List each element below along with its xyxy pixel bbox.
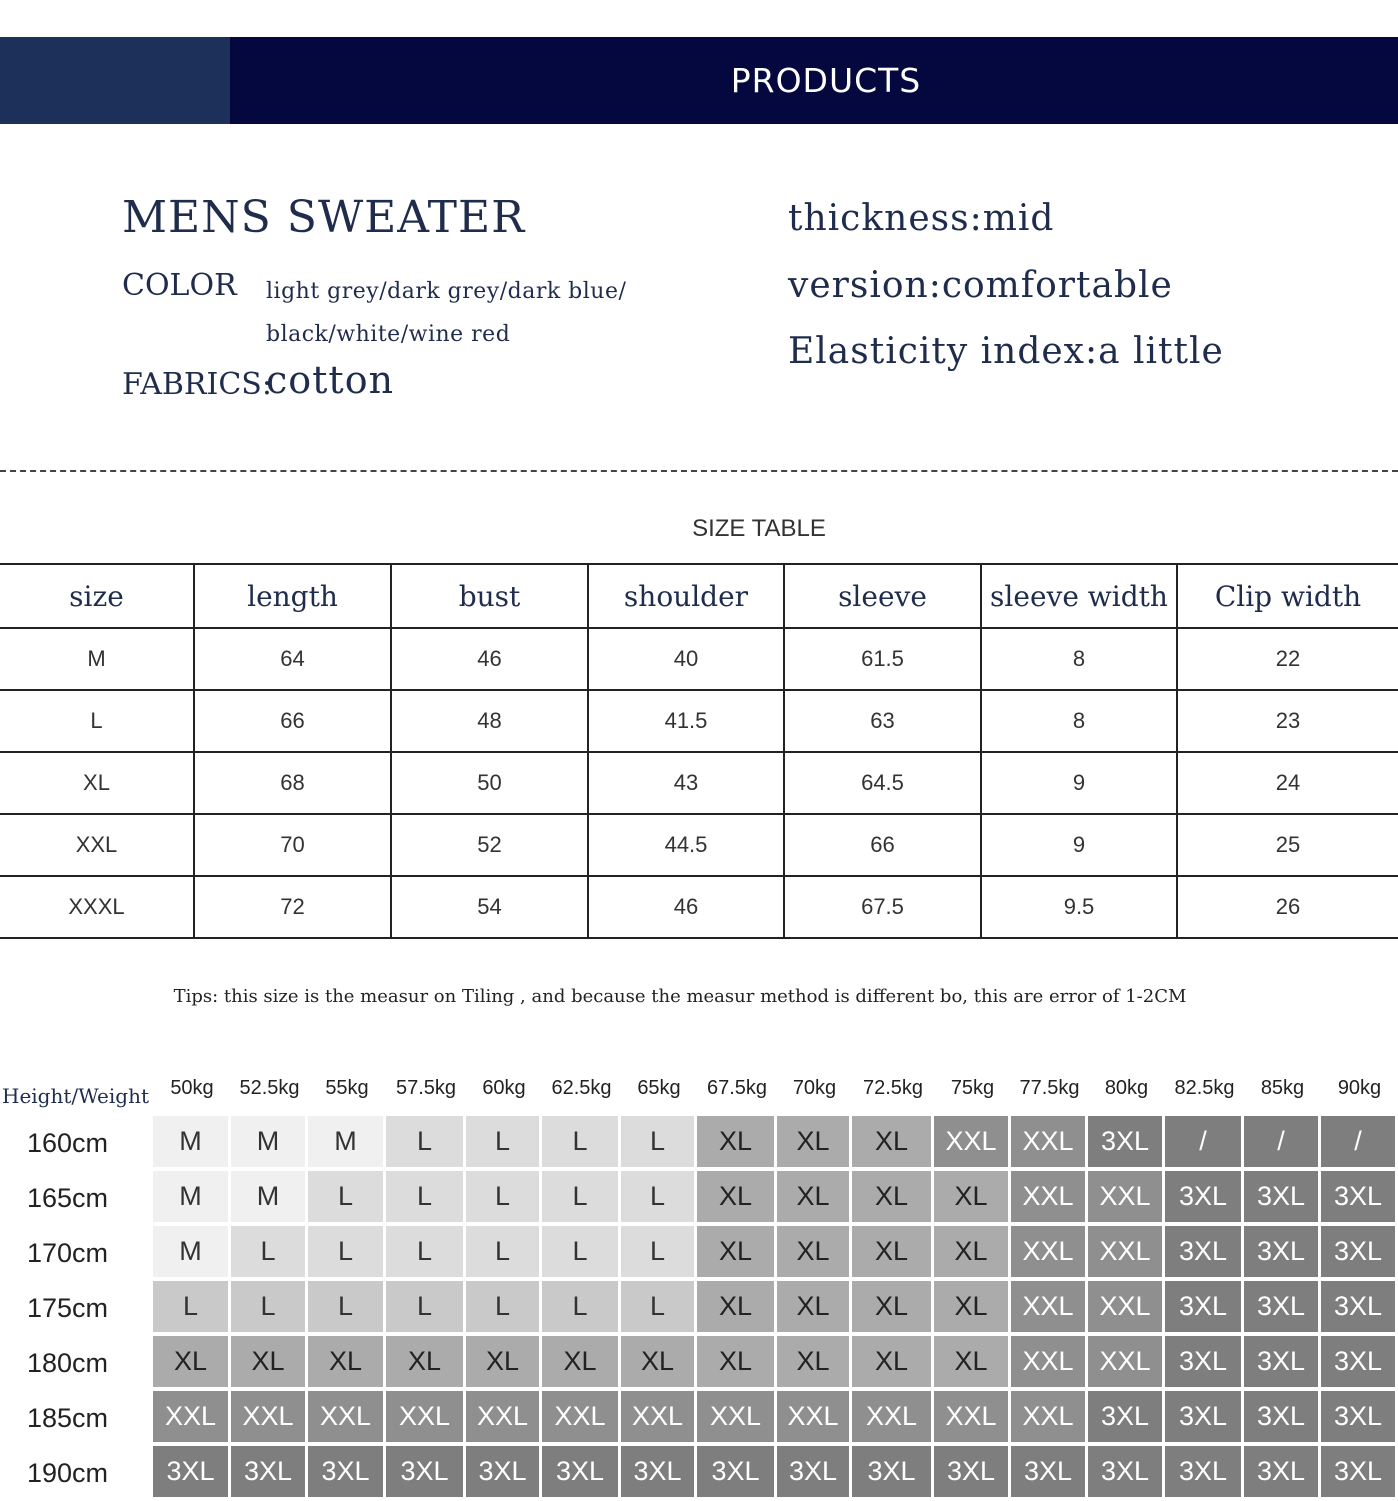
size-cell: 3XL — [1244, 1391, 1321, 1446]
size-cell: XXL — [153, 1391, 231, 1446]
table-cell: 68 — [194, 752, 391, 814]
table-cell: XXXL — [0, 876, 194, 938]
size-cell: 3XL — [621, 1446, 697, 1501]
size-cell: 3XL — [231, 1446, 308, 1501]
size-table-header-cell: shoulder — [588, 564, 784, 628]
size-cell: XL — [697, 1226, 777, 1281]
size-cell: 3XL — [466, 1446, 542, 1501]
color-line-1: light grey/dark grey/dark blue/ — [266, 279, 627, 304]
size-cell: XXL — [466, 1391, 542, 1446]
chart-row — [0, 1116, 1398, 1171]
size-cell: 3XL — [1244, 1226, 1321, 1281]
section-divider — [0, 470, 1398, 472]
size-cell: XXL — [1011, 1171, 1088, 1226]
size-cell: L — [386, 1226, 466, 1281]
color-label: COLOR — [122, 268, 237, 303]
size-cell: / — [1244, 1116, 1321, 1171]
size-cell: XXL — [1011, 1226, 1088, 1281]
thickness-attribute: thickness:mid — [788, 198, 1055, 239]
size-cell: / — [1165, 1116, 1244, 1171]
weight-header-cell: 62.5kg — [551, 1076, 612, 1099]
size-cell: XXL — [1088, 1336, 1165, 1391]
size-cell: L — [386, 1281, 466, 1336]
size-cell: XL — [777, 1226, 852, 1281]
chart-row — [0, 1391, 1398, 1446]
size-cell: XXL — [697, 1391, 777, 1446]
size-cell: XL — [777, 1171, 852, 1226]
size-cell: M — [153, 1171, 231, 1226]
size-cell: L — [231, 1226, 308, 1281]
size-cell: XXL — [1011, 1116, 1088, 1171]
table-row — [0, 752, 1398, 814]
version-attribute: version:comfortable — [788, 265, 1173, 306]
size-cell: 3XL — [1321, 1281, 1398, 1336]
height-label: 180cm — [27, 1348, 109, 1378]
table-cell: 48 — [391, 690, 588, 752]
weight-header-cell: 67.5kg — [706, 1076, 768, 1099]
size-cell: XL — [852, 1226, 934, 1281]
size-cell: XL — [697, 1116, 777, 1171]
size-cell: XL — [934, 1336, 1011, 1391]
weight-header-cell: 57.5kg — [395, 1076, 457, 1099]
banner-title — [230, 37, 1398, 124]
size-cell: XXL — [1088, 1171, 1165, 1226]
height-label: 175cm — [27, 1293, 109, 1323]
size-table-header-cell: Clip width — [1177, 564, 1398, 628]
size-table-title — [0, 515, 1398, 543]
size-cell: 3XL — [777, 1446, 852, 1501]
size-table-header-cell: size — [0, 564, 194, 628]
size-cell: 3XL — [1088, 1446, 1165, 1501]
table-cell: 9.5 — [981, 876, 1177, 938]
table-cell: M — [0, 628, 194, 690]
size-cell: 3XL — [1165, 1446, 1244, 1501]
table-cell: 8 — [981, 628, 1177, 690]
table-cell: 44.5 — [588, 814, 784, 876]
table-cell: 50 — [391, 752, 588, 814]
size-table-header — [0, 564, 1398, 628]
height-label: 170cm — [27, 1238, 109, 1268]
size-cell: 3XL — [1165, 1171, 1244, 1226]
size-cell: XL — [934, 1171, 1011, 1226]
table-cell: 61.5 — [784, 628, 981, 690]
size-cell: XL — [466, 1336, 542, 1391]
size-table-header-cell: sleeve width — [981, 564, 1177, 628]
size-cell: / — [1321, 1116, 1398, 1171]
size-cell: XXL — [231, 1391, 308, 1446]
table-cell: XL — [0, 752, 194, 814]
table-row — [0, 876, 1398, 938]
size-cell: XL — [934, 1226, 1011, 1281]
size-cell: M — [231, 1171, 308, 1226]
color-value — [266, 270, 686, 356]
size-cell: XL — [852, 1116, 934, 1171]
size-cell: 3XL — [1244, 1171, 1321, 1226]
table-cell: 67.5 — [784, 876, 981, 938]
chart-row — [0, 1281, 1398, 1336]
size-cell: 3XL — [1244, 1336, 1321, 1391]
size-cell: 3XL — [1165, 1226, 1244, 1281]
fabrics-value: cotton — [266, 358, 395, 402]
size-cell: L — [308, 1226, 386, 1281]
table-cell: 70 — [194, 814, 391, 876]
table-cell: 46 — [391, 628, 588, 690]
height-label: 160cm — [27, 1128, 109, 1158]
weight-header-cell: 77.5kg — [1019, 1076, 1080, 1099]
table-cell: 26 — [1177, 876, 1398, 938]
size-cell: XXL — [308, 1391, 386, 1446]
table-cell: XXL — [0, 814, 194, 876]
banner-accent — [0, 37, 230, 124]
size-cell: 3XL — [1244, 1446, 1321, 1501]
size-cell: XL — [852, 1336, 934, 1391]
size-cell: 3XL — [1321, 1446, 1398, 1501]
size-table-header-cell: bust — [391, 564, 588, 628]
size-cell: XL — [697, 1171, 777, 1226]
height-label: 165cm — [27, 1183, 109, 1213]
size-cell: 3XL — [1321, 1226, 1398, 1281]
size-cell: L — [386, 1116, 466, 1171]
size-table — [0, 563, 1398, 939]
size-cell: L — [386, 1171, 466, 1226]
table-cell: 52 — [391, 814, 588, 876]
size-cell: 3XL — [542, 1446, 621, 1501]
color-line-2: black/white/wine red — [266, 322, 511, 347]
size-cell: M — [308, 1116, 386, 1171]
size-cell: M — [231, 1116, 308, 1171]
size-cell: L — [621, 1281, 697, 1336]
table-cell: 63 — [784, 690, 981, 752]
height-label: 190cm — [27, 1458, 109, 1488]
table-cell: 23 — [1177, 690, 1398, 752]
size-cell: L — [542, 1116, 621, 1171]
size-cell: L — [621, 1226, 697, 1281]
weight-header-cell: 65kg — [637, 1076, 681, 1099]
size-cell: L — [542, 1281, 621, 1336]
weight-header-cell: 52.5kg — [239, 1076, 300, 1099]
size-cell: M — [153, 1226, 231, 1281]
size-cell: 3XL — [1321, 1391, 1398, 1446]
table-cell: 40 — [588, 628, 784, 690]
size-cell: XXL — [852, 1391, 934, 1446]
table-cell: 8 — [981, 690, 1177, 752]
size-table-header-cell: length — [194, 564, 391, 628]
size-cell: L — [153, 1281, 231, 1336]
size-cell: XL — [934, 1281, 1011, 1336]
size-cell: XXL — [777, 1391, 852, 1446]
size-cell: L — [621, 1171, 697, 1226]
table-cell: 9 — [981, 814, 1177, 876]
size-cell: 3XL — [697, 1446, 777, 1501]
size-cell: XL — [777, 1281, 852, 1336]
size-cell: XL — [231, 1336, 308, 1391]
fabrics-label: FABRICS: — [122, 367, 272, 402]
table-cell: 43 — [588, 752, 784, 814]
size-cell: L — [542, 1171, 621, 1226]
size-cell: 3XL — [386, 1446, 466, 1501]
chart-row — [0, 1446, 1398, 1501]
size-cell: 3XL — [1321, 1171, 1398, 1226]
height-weight-corner-label: Height/Weight — [2, 1084, 150, 1108]
size-cell: M — [153, 1116, 231, 1171]
size-cell: XL — [852, 1281, 934, 1336]
size-cell: XXL — [1088, 1281, 1165, 1336]
size-cell: XL — [621, 1336, 697, 1391]
size-cell: 3XL — [1165, 1336, 1244, 1391]
size-cell: XL — [542, 1336, 621, 1391]
weight-header-row — [0, 1060, 1398, 1116]
table-row — [0, 628, 1398, 690]
weight-header-cell: 85kg — [1260, 1076, 1305, 1099]
size-recommendation-chart — [0, 1060, 1398, 1501]
weight-header-cell: 80kg — [1104, 1076, 1149, 1099]
weight-header-cell: 72.5kg — [862, 1076, 924, 1099]
size-cell: XL — [777, 1336, 852, 1391]
table-cell: 66 — [194, 690, 391, 752]
product-name: MENS SWEATER — [122, 192, 526, 243]
size-cell: XXL — [934, 1391, 1011, 1446]
size-cell: XL — [308, 1336, 386, 1391]
size-cell: XXL — [386, 1391, 466, 1446]
size-cell: XL — [777, 1116, 852, 1171]
chart-row — [0, 1336, 1398, 1391]
weight-header-cell: 75kg — [950, 1076, 995, 1099]
table-cell: 22 — [1177, 628, 1398, 690]
size-table-title-text: SIZE TABLE — [692, 515, 826, 542]
table-cell: 25 — [1177, 814, 1398, 876]
weight-header-cell: 70kg — [792, 1076, 837, 1099]
size-cell: L — [466, 1281, 542, 1336]
size-cell: XXL — [621, 1391, 697, 1446]
weight-header-cell: 60kg — [482, 1076, 526, 1099]
chart-row — [0, 1171, 1398, 1226]
size-cell: XXL — [542, 1391, 621, 1446]
size-cell: 3XL — [1088, 1116, 1165, 1171]
table-cell: 64.5 — [784, 752, 981, 814]
banner-title-text: PRODUCTS — [730, 61, 922, 100]
header-banner — [0, 37, 1398, 124]
size-cell: L — [308, 1281, 386, 1336]
size-cell: 3XL — [934, 1446, 1011, 1501]
size-cell: 3XL — [852, 1446, 934, 1501]
size-cell: L — [308, 1171, 386, 1226]
size-cell: 3XL — [1165, 1391, 1244, 1446]
table-cell: 46 — [588, 876, 784, 938]
table-cell: 72 — [194, 876, 391, 938]
size-table-header-cell: sleeve — [784, 564, 981, 628]
size-cell: L — [231, 1281, 308, 1336]
size-cell: XL — [697, 1281, 777, 1336]
table-row — [0, 690, 1398, 752]
elasticity-attribute: Elasticity index:a little — [788, 331, 1224, 372]
size-cell: L — [466, 1226, 542, 1281]
size-cell: XL — [852, 1171, 934, 1226]
size-cell: XXL — [934, 1116, 1011, 1171]
chart-row — [0, 1226, 1398, 1281]
size-cell: XXL — [1088, 1226, 1165, 1281]
size-cell: L — [542, 1226, 621, 1281]
table-cell: 66 — [784, 814, 981, 876]
size-cell: L — [466, 1171, 542, 1226]
size-cell: 3XL — [1011, 1446, 1088, 1501]
size-cell: 3XL — [1321, 1336, 1398, 1391]
size-cell: 3XL — [308, 1446, 386, 1501]
size-cell: XL — [697, 1336, 777, 1391]
size-cell: 3XL — [1165, 1281, 1244, 1336]
size-cell: L — [621, 1116, 697, 1171]
size-tips: Tips: this size is the measur on Tiling , and because the measur method is different bo, this are error of 1-2CM — [173, 986, 1187, 1007]
weight-header-cell: 55kg — [325, 1076, 369, 1099]
size-cell: L — [466, 1116, 542, 1171]
table-row — [0, 814, 1398, 876]
weight-header-cell: 50kg — [170, 1076, 214, 1099]
size-cell: XL — [386, 1336, 466, 1391]
weight-header-cell: 82.5kg — [1174, 1076, 1235, 1099]
size-cell: 3XL — [1088, 1391, 1165, 1446]
table-cell: L — [0, 690, 194, 752]
table-cell: 41.5 — [588, 690, 784, 752]
table-cell: 54 — [391, 876, 588, 938]
size-cell: XXL — [1011, 1281, 1088, 1336]
size-cell: XXL — [1011, 1336, 1088, 1391]
size-cell: 3XL — [1244, 1281, 1321, 1336]
size-cell: XL — [153, 1336, 231, 1391]
weight-header-cell: 90kg — [1337, 1076, 1382, 1099]
table-cell: 9 — [981, 752, 1177, 814]
table-cell: 64 — [194, 628, 391, 690]
size-cell: XXL — [1011, 1391, 1088, 1446]
table-cell: 24 — [1177, 752, 1398, 814]
size-cell: 3XL — [153, 1446, 231, 1501]
height-label: 185cm — [27, 1403, 109, 1433]
